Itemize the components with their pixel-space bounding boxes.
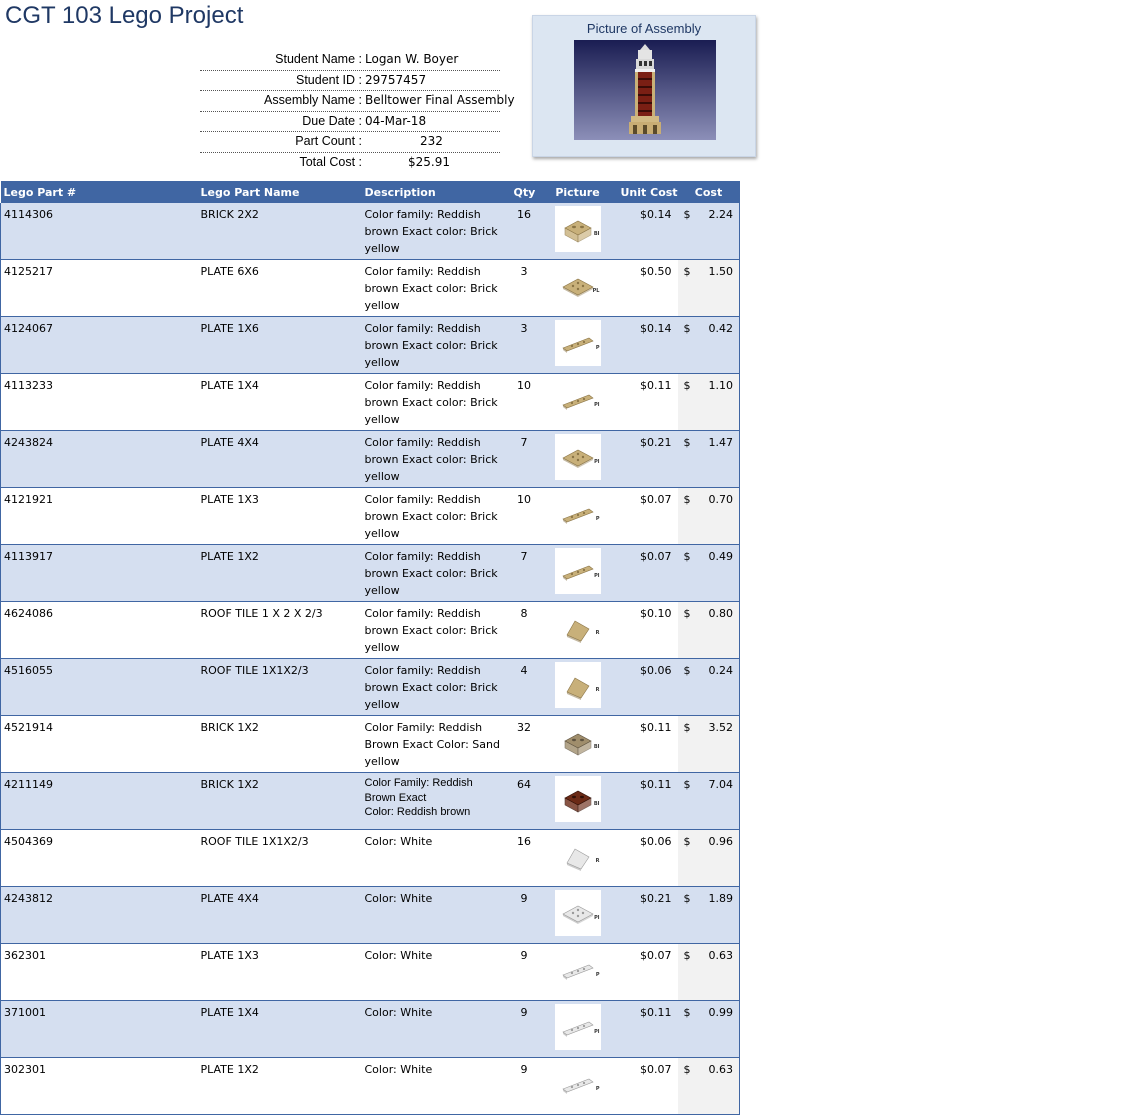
due-date-label: Due Date :: [302, 113, 362, 128]
qty-cell: 16: [511, 830, 538, 887]
student-id-value: 29757457: [365, 72, 427, 87]
unit-cost-cell: $0.07: [618, 944, 678, 1001]
part-number-cell: 4211149: [1, 773, 198, 830]
description-line: Color: Reddish brown: [364, 806, 471, 818]
lego-part-icon: [555, 242, 601, 255]
thumbnail-tag: R: [595, 687, 600, 693]
qty-cell: 10: [511, 374, 538, 431]
currency-symbol: $: [683, 379, 691, 392]
part-number-cell: 4121921: [1, 488, 198, 545]
unit-cost-cell: $0.14: [618, 203, 678, 260]
description-cell: Color: White: [362, 944, 511, 1001]
part-number-cell: 4125217: [1, 260, 198, 317]
student-id-row: [200, 71, 500, 92]
part-name-cell: BRICK 1X2: [198, 716, 362, 773]
thumbnail-tag: BI: [593, 231, 600, 237]
part-name-cell: BRICK 1X2: [198, 773, 362, 830]
thumbnail-tag: P: [595, 1086, 600, 1092]
currency-symbol: $: [683, 208, 691, 221]
cost-cell: [678, 431, 740, 488]
picture-cell: [538, 659, 618, 716]
part-thumbnail: [555, 206, 601, 252]
part-name-cell: ROOF TILE 1 X 2 X 2/3: [198, 602, 362, 659]
thumbnail-tag: Pl: [594, 573, 600, 579]
cost-cell: [678, 830, 740, 887]
currency-symbol: $: [683, 721, 691, 734]
table-row: [1, 602, 740, 659]
description-cell: [362, 773, 511, 830]
cost-cell: [678, 659, 740, 716]
cost-cell: [678, 374, 740, 431]
parts-table-body: [1, 203, 740, 1115]
table-row: [1, 773, 740, 830]
cost-value: 0.24: [708, 664, 733, 677]
thumbnail-tag: R: [595, 858, 600, 864]
description-cell: Color: White: [362, 1058, 511, 1115]
part-number-cell: 4243812: [1, 887, 198, 944]
assembly-picture-box: [532, 15, 756, 157]
lego-part-icon: [555, 869, 601, 882]
part-thumbnail: [555, 320, 601, 366]
currency-symbol: $: [683, 493, 691, 506]
part-count-value: 232: [420, 134, 443, 148]
thumbnail-tag: Pl: [594, 459, 600, 465]
cost-value: 1.89: [708, 892, 733, 905]
qty-cell: 32: [511, 716, 538, 773]
part-name-cell: PLATE 1X3: [198, 488, 362, 545]
cost-cell: [678, 716, 740, 773]
description-cell: Color family: Reddish brown Exact color: Brick yellow: [362, 260, 511, 317]
assembly-name-label: Assembly Name :: [264, 93, 362, 107]
picture-cell: [538, 1058, 618, 1115]
table-row: [1, 203, 740, 260]
currency-symbol: $: [683, 607, 691, 620]
table-row: [1, 1001, 740, 1058]
cost-cell: [678, 1001, 740, 1058]
header-unit-cost: Unit Cost: [618, 181, 678, 203]
description-cell: Color family: Reddish brown Exact color: Brick yellow: [362, 203, 511, 260]
cost-cell: [678, 602, 740, 659]
page-title: CGT 103 Lego Project: [5, 2, 244, 29]
currency-symbol: $: [683, 664, 691, 677]
part-name-cell: PLATE 4X4: [198, 887, 362, 944]
lego-part-icon: [555, 641, 601, 654]
table-row: [1, 260, 740, 317]
table-row: [1, 830, 740, 887]
lego-part-icon: [555, 755, 601, 768]
currency-symbol: $: [683, 1006, 691, 1019]
cost-value: 0.99: [708, 1006, 733, 1019]
table-row: [1, 431, 740, 488]
picture-cell: [538, 773, 618, 830]
thumbnail-tag: P: [595, 516, 600, 522]
table-row: [1, 1058, 740, 1115]
unit-cost-cell: $0.07: [618, 545, 678, 602]
part-number-cell: 4113917: [1, 545, 198, 602]
part-thumbnail: [555, 890, 601, 936]
description-cell: Color Family: Reddish Brown Exact Color: Sand yellow: [362, 716, 511, 773]
part-name-cell: PLATE 1X4: [198, 374, 362, 431]
header-part-number: Lego Part #: [1, 181, 198, 203]
part-name-cell: PLATE 1X6: [198, 317, 362, 374]
table-row: [1, 659, 740, 716]
part-name-cell: PLATE 1X2: [198, 545, 362, 602]
part-thumbnail: [555, 662, 601, 708]
description-cell: Color family: Reddish brown Exact color: Brick yellow: [362, 317, 511, 374]
student-name-row: [200, 50, 500, 71]
table-row: [1, 317, 740, 374]
table-row: [1, 374, 740, 431]
cost-value: 0.42: [708, 322, 733, 335]
currency-symbol: $: [683, 892, 691, 905]
part-number-cell: 362301: [1, 944, 198, 1001]
picture-cell: [538, 260, 618, 317]
lego-part-icon: [555, 1040, 601, 1053]
description-cell: Color family: Reddish brown Exact color: Brick yellow: [362, 545, 511, 602]
lego-part-icon: [555, 299, 601, 312]
assembly-name-value: Belltower Final Assembly: [365, 93, 515, 107]
table-row: [1, 944, 740, 1001]
cost-value: 0.49: [708, 550, 733, 563]
qty-cell: 9: [511, 887, 538, 944]
cost-value: 1.50: [708, 265, 733, 278]
lego-part-icon: [555, 527, 601, 540]
picture-cell: [538, 488, 618, 545]
part-name-cell: BRICK 2X2: [198, 203, 362, 260]
total-cost-row: [200, 153, 500, 173]
thumbnail-tag: P: [595, 972, 600, 978]
unit-cost-cell: $0.11: [618, 716, 678, 773]
cost-value: 0.63: [708, 949, 733, 962]
assembly-picture-title: Picture of Assembly: [586, 21, 702, 36]
cost-cell: [678, 260, 740, 317]
qty-cell: 64: [511, 773, 538, 830]
thumbnail-tag: R: [595, 630, 600, 636]
qty-cell: 7: [511, 545, 538, 602]
qty-cell: 4: [511, 659, 538, 716]
unit-cost-cell: $0.06: [618, 830, 678, 887]
description-cell: Color: White: [362, 830, 511, 887]
cost-cell: [678, 1058, 740, 1115]
part-number-cell: 4243824: [1, 431, 198, 488]
header-description: Description: [362, 181, 511, 203]
picture-cell: [538, 602, 618, 659]
lego-part-icon: [555, 812, 601, 825]
qty-cell: 9: [511, 944, 538, 1001]
currency-symbol: $: [683, 436, 691, 449]
part-name-cell: PLATE 6X6: [198, 260, 362, 317]
qty-cell: 9: [511, 1058, 538, 1115]
table-row: [1, 887, 740, 944]
part-name-cell: PLATE 1X3: [198, 944, 362, 1001]
lego-part-icon: [555, 470, 601, 483]
thumbnail-tag: Pl: [594, 402, 600, 408]
picture-cell: [538, 317, 618, 374]
cost-cell: [678, 545, 740, 602]
cost-value: 3.52: [708, 721, 733, 734]
cost-value: 0.96: [708, 835, 733, 848]
part-number-cell: 4624086: [1, 602, 198, 659]
currency-symbol: $: [683, 835, 691, 848]
part-thumbnail: [555, 263, 601, 309]
part-thumbnail: [555, 776, 601, 822]
cost-value: 1.10: [708, 379, 733, 392]
thumbnail-tag: BI: [593, 744, 600, 750]
table-row: [1, 716, 740, 773]
unit-cost-cell: $0.14: [618, 317, 678, 374]
description-cell: Color family: Reddish brown Exact color: Brick yellow: [362, 602, 511, 659]
cost-cell: [678, 887, 740, 944]
qty-cell: 9: [511, 1001, 538, 1058]
student-name-value: Logan W. Boyer: [365, 52, 459, 66]
header-cost: Cost: [678, 181, 740, 203]
lego-part-icon: [555, 356, 601, 369]
cost-value: 0.80: [708, 607, 733, 620]
part-name-cell: ROOF TILE 1X1X2/3: [198, 659, 362, 716]
header-qty: Qty: [511, 181, 538, 203]
part-thumbnail: [555, 548, 601, 594]
qty-cell: 7: [511, 431, 538, 488]
description-line: Brown Exact: [364, 791, 427, 804]
lego-part-icon: [555, 698, 601, 711]
picture-cell: [538, 431, 618, 488]
table-row: [1, 545, 740, 602]
unit-cost-cell: $0.21: [618, 887, 678, 944]
student-id-label: Student ID :: [295, 72, 362, 87]
part-thumbnail: [555, 947, 601, 993]
unit-cost-cell: $0.11: [618, 1001, 678, 1058]
parts-table: [0, 181, 740, 1115]
cost-cell: [678, 488, 740, 545]
part-name-cell: PLATE 1X4: [198, 1001, 362, 1058]
header-picture: Picture: [538, 181, 618, 203]
unit-cost-cell: $0.21: [618, 431, 678, 488]
picture-cell: [538, 545, 618, 602]
description-cell: Color family: Reddish brown Exact color: Brick yellow: [362, 659, 511, 716]
description-cell: Color family: Reddish brown Exact color: Brick yellow: [362, 488, 511, 545]
part-name-cell: ROOF TILE 1X1X2/3: [198, 830, 362, 887]
qty-cell: 3: [511, 260, 538, 317]
part-number-cell: 371001: [1, 1001, 198, 1058]
part-number-cell: 4504369: [1, 830, 198, 887]
picture-cell: [538, 374, 618, 431]
part-number-cell: 4521914: [1, 716, 198, 773]
unit-cost-cell: $0.07: [618, 1058, 678, 1115]
part-count-row: [200, 132, 500, 153]
description-line: Color Family: Reddish: [364, 777, 473, 789]
part-thumbnail: [555, 377, 601, 423]
due-date-value: 04-Mar-18: [365, 113, 427, 128]
unit-cost-cell: $0.07: [618, 488, 678, 545]
part-name-cell: PLATE 1X2: [198, 1058, 362, 1115]
student-name-label: Student Name :: [275, 52, 362, 66]
part-thumbnail: [555, 1061, 601, 1107]
picture-cell: [538, 203, 618, 260]
currency-symbol: $: [683, 778, 691, 791]
part-number-cell: 4124067: [1, 317, 198, 374]
belltower-image: [574, 40, 716, 140]
part-thumbnail: [555, 605, 601, 651]
currency-symbol: $: [683, 265, 691, 278]
cost-cell: [678, 317, 740, 374]
lego-part-icon: [555, 413, 601, 426]
qty-cell: 8: [511, 602, 538, 659]
currency-symbol: $: [683, 322, 691, 335]
picture-cell: [538, 716, 618, 773]
part-thumbnail: [555, 1004, 601, 1050]
part-number-cell: 4114306: [1, 203, 198, 260]
unit-cost-cell: $0.11: [618, 374, 678, 431]
description-cell: Color: White: [362, 887, 511, 944]
total-cost-label: Total Cost :: [299, 154, 362, 169]
cost-value: 7.04: [708, 778, 733, 791]
lego-part-icon: [555, 926, 601, 939]
qty-cell: 3: [511, 317, 538, 374]
cost-cell: [678, 773, 740, 830]
thumbnail-tag: BI: [593, 801, 600, 807]
picture-cell: [538, 830, 618, 887]
currency-symbol: $: [683, 1063, 691, 1076]
table-header-row: [1, 181, 740, 203]
picture-cell: [538, 887, 618, 944]
part-count-label: Part Count :: [295, 134, 362, 148]
currency-symbol: $: [683, 550, 691, 563]
cost-value: 2.24: [708, 208, 733, 221]
part-thumbnail: [555, 491, 601, 537]
unit-cost-cell: $0.50: [618, 260, 678, 317]
qty-cell: 16: [511, 203, 538, 260]
thumbnail-tag: Pl: [594, 915, 600, 921]
part-thumbnail: [555, 434, 601, 480]
student-info: [200, 50, 515, 172]
picture-cell: [538, 944, 618, 1001]
cost-cell: [678, 203, 740, 260]
unit-cost-cell: $0.06: [618, 659, 678, 716]
thumbnail-tag: PL: [592, 288, 600, 294]
table-row: [1, 488, 740, 545]
description-cell: Color family: Reddish brown Exact color: Brick yellow: [362, 431, 511, 488]
currency-symbol: $: [683, 949, 691, 962]
unit-cost-cell: $0.11: [618, 773, 678, 830]
cost-cell: [678, 944, 740, 1001]
picture-cell: [538, 1001, 618, 1058]
part-name-cell: PLATE 4X4: [198, 431, 362, 488]
part-number-cell: 4113233: [1, 374, 198, 431]
cost-value: 1.47: [708, 436, 733, 449]
thumbnail-tag: P: [595, 345, 600, 351]
description-cell: Color family: Reddish brown Exact color: Brick yellow: [362, 374, 511, 431]
lego-part-icon: [555, 584, 601, 597]
unit-cost-cell: $0.10: [618, 602, 678, 659]
total-cost-value: $25.91: [408, 154, 450, 169]
lego-part-icon: [555, 983, 601, 996]
description-cell: Color: White: [362, 1001, 511, 1058]
part-thumbnail: [555, 719, 601, 765]
part-number-cell: 4516055: [1, 659, 198, 716]
cost-value: 0.63: [708, 1063, 733, 1076]
due-date-row: [200, 112, 500, 133]
assembly-name-row: [200, 91, 515, 112]
thumbnail-tag: Pl: [594, 1029, 600, 1035]
part-number-cell: 302301: [1, 1058, 198, 1115]
cost-value: 0.70: [708, 493, 733, 506]
header-part-name: Lego Part Name: [198, 181, 362, 203]
part-thumbnail: [555, 833, 601, 879]
qty-cell: 10: [511, 488, 538, 545]
